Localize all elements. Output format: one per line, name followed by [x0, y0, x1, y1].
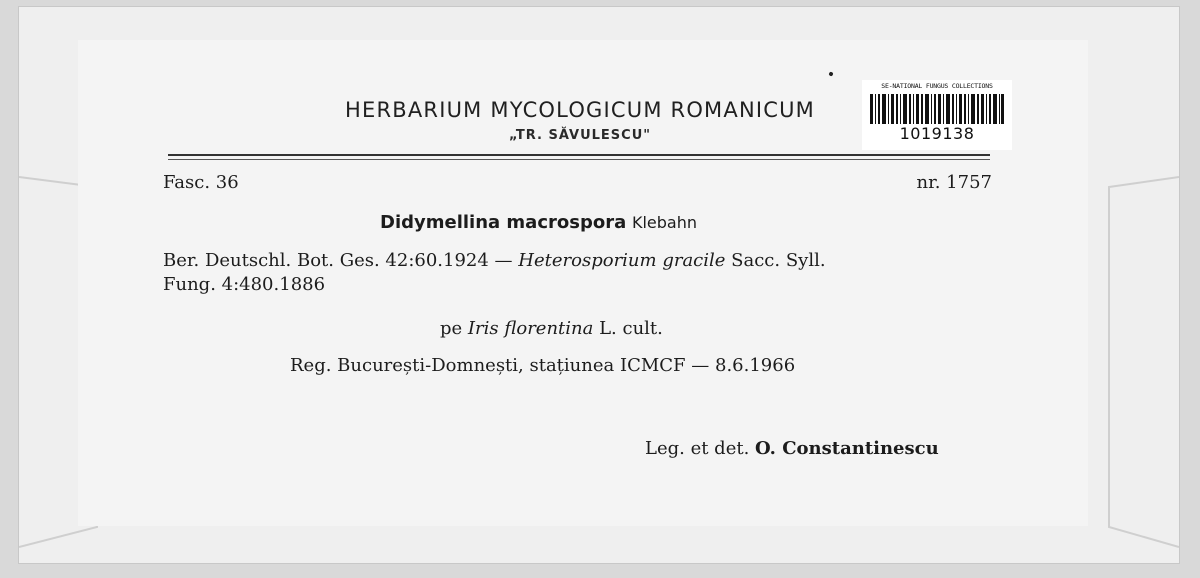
barcode-icon	[870, 94, 1004, 124]
institution-subtitle: „TR. SĂVULESCU"	[508, 128, 652, 143]
institution-header	[300, 98, 860, 143]
barcode-label	[862, 80, 1012, 150]
host-line	[440, 318, 663, 339]
header-rule-thin	[168, 159, 990, 160]
host-suffix: L. cult.	[599, 318, 663, 339]
reference-line-1	[163, 250, 826, 271]
header-rule	[168, 154, 990, 156]
fascicle-number: Fasc. 36	[163, 172, 239, 193]
species-line	[380, 212, 697, 233]
species-author: Klebahn	[631, 213, 697, 232]
collector-line	[645, 438, 939, 459]
collector-prefix: Leg. et det.	[645, 438, 750, 459]
host-name: Iris florentina	[467, 318, 594, 339]
locality-line: Reg. București-Domnești, stațiunea ICMCF — 8.6.1966	[290, 355, 796, 376]
collector-name: O. Constantinescu	[755, 438, 939, 459]
reference-synonym-citation: Sacc. Syll.	[731, 250, 826, 271]
specimen-number: nr. 1757	[916, 172, 992, 193]
reference-synonym: Heterosporium gracile	[518, 250, 726, 271]
host-prefix: pe	[440, 318, 463, 339]
reference-line-2: Fung. 4:480.1886	[163, 274, 326, 295]
barcode-number: 1019138	[899, 124, 975, 143]
institution-title: HERBARIUM MYCOLOGICUM ROMANICUM	[345, 98, 815, 122]
reference-citation: Ber. Deutschl. Bot. Ges. 42:60.1924 —	[163, 250, 513, 271]
species-name: Didymellina macrospora	[380, 212, 627, 233]
barcode-caption: SE-NATIONAL FUNGUS COLLECTIONS	[881, 82, 993, 90]
